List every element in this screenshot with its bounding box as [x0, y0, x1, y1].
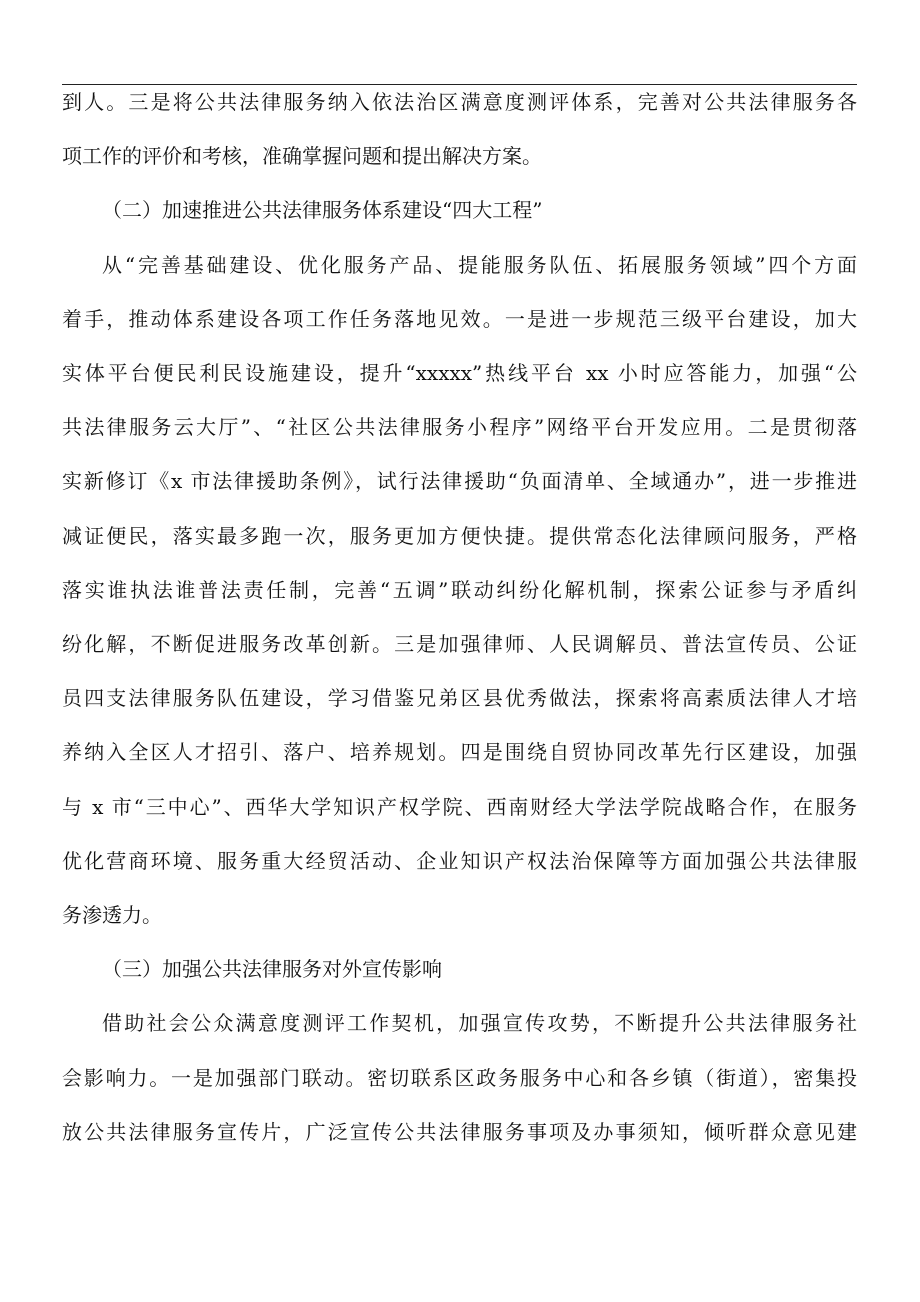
- text-line: 项工作的评价和考核，准确掌握问题和提出解决方案。: [62, 144, 542, 169]
- header-rule: [62, 84, 857, 85]
- text-line: 共法律服务云大厅”、“社区公共法律服务小程序”网络平台开发应用。二是贯彻落: [62, 415, 857, 440]
- text-line: 借助社会公众满意度测评工作契机，加强宣传攻势，不断提升公共法律服务社: [102, 1011, 857, 1036]
- text-line: 到人。三是将公共法律服务纳入依法治区满意度测评体系，完善对公共法律服务各: [62, 90, 857, 114]
- text-line: 养纳入全区人才招引、落户、培养规划。四是围绕自贸协同改革先行区建设，加强: [62, 740, 857, 765]
- text-line: 会影响力。一是加强部门联动。密切联系区政务服务中心和各乡镇（街道），密集投: [62, 1065, 857, 1090]
- text-line: 实新修订《x 市法律援助条例》，试行法律援助“负面清单、全域通办”，进一步推进: [62, 469, 857, 494]
- text-line: 与 x 市“三中心”、西华大学知识产权学院、西南财经大学法学院战略合作，在服务: [62, 794, 857, 819]
- text-line: 放公共法律服务宣传片，广泛宣传公共法律服务事项及办事须知，倾听群众意见建: [62, 1119, 857, 1144]
- text-line: （三）加强公共法律服务对外宣传影响: [102, 957, 442, 982]
- text-line: 着手，推动体系建设各项工作任务落地见效。一是进一步规范三级平台建设，加大: [62, 306, 857, 331]
- text-line: 务渗透力。: [62, 903, 162, 927]
- text-line: 减证便民，落实最多跑一次，服务更加方便快捷。提供常态化法律顾问服务，严格: [62, 523, 857, 548]
- text-line: 纷化解，不断促进服务改革创新。三是加强律师、人民调解员、普法宣传员、公证: [62, 632, 857, 656]
- text-line: 员四支法律服务队伍建设，学习借鉴兄弟区县优秀做法，探索将高素质法律人才培: [62, 686, 857, 711]
- text-line: 实体平台便民利民设施建设，提升“xxxxx”热线平台 xx 小时应答能力，加强“公: [62, 361, 857, 385]
- text-line: 优化营商环境、服务重大经贸活动、企业知识产权法治保障等方面加强公共法律服: [62, 848, 857, 873]
- text-line: （二）加速推进公共法律服务体系建设“四大工程”: [102, 198, 543, 223]
- text-line: 从“完善基础建设、优化服务产品、提能服务队伍、拓展服务领域”四个方面: [102, 252, 857, 277]
- text-line: 落实谁执法谁普法责任制，完善“五调”联动纠纷化解机制，探索公证参与矛盾纠: [62, 577, 857, 602]
